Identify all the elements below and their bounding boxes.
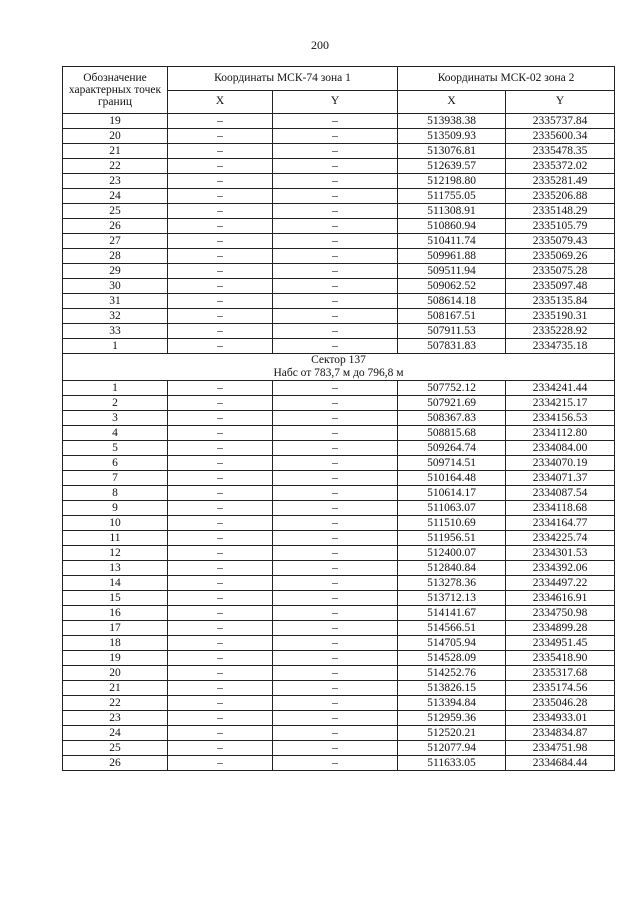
msk74-y-cell: –	[273, 339, 398, 354]
msk74-x-cell: –	[168, 516, 273, 531]
msk74-y-cell: –	[273, 234, 398, 249]
msk02-x-cell: 509714.51	[398, 456, 506, 471]
msk74-x-cell: –	[168, 324, 273, 339]
msk74-y-cell: –	[273, 381, 398, 396]
page-number: 200	[311, 38, 329, 52]
msk02-x-cell: 509961.88	[398, 249, 506, 264]
sector-group	[63, 354, 615, 381]
msk74-x-cell: –	[168, 159, 273, 174]
point-number-cell: 25	[63, 204, 168, 219]
msk02-x-cell: 513394.84	[398, 696, 506, 711]
point-number-cell: 23	[63, 174, 168, 189]
msk02-y-cell: 2335079.43	[506, 234, 615, 249]
msk02-y-cell: 2335600.34	[506, 129, 615, 144]
msk74-x-cell: –	[168, 234, 273, 249]
table-row	[63, 114, 615, 129]
msk74-y-cell: –	[273, 279, 398, 294]
msk74-x-cell: –	[168, 396, 273, 411]
point-number-cell: 20	[63, 129, 168, 144]
msk02-x-cell: 513076.81	[398, 144, 506, 159]
msk02-y-cell: 2334750.98	[506, 606, 615, 621]
msk02-x-cell: 508167.51	[398, 309, 506, 324]
table-header	[63, 67, 615, 114]
point-number-cell: 22	[63, 696, 168, 711]
msk74-y-header: Y	[273, 90, 398, 114]
msk74-x-cell: –	[168, 561, 273, 576]
msk02-y-cell: 2334225.74	[506, 531, 615, 546]
point-number-cell: 15	[63, 591, 168, 606]
point-number-cell: 24	[63, 189, 168, 204]
msk74-x-header: X	[168, 90, 273, 114]
msk74-x-cell: –	[168, 249, 273, 264]
msk02-x-cell: 509062.52	[398, 279, 506, 294]
msk74-x-cell: –	[168, 546, 273, 561]
msk02-x-cell: 511755.05	[398, 189, 506, 204]
point-number-cell: 21	[63, 144, 168, 159]
msk74-y-cell: –	[273, 741, 398, 756]
msk74-x-cell: –	[168, 711, 273, 726]
table-row	[63, 546, 615, 561]
point-number-cell: 22	[63, 159, 168, 174]
point-number-cell: 21	[63, 681, 168, 696]
msk74-y-cell: –	[273, 471, 398, 486]
msk74-x-cell: –	[168, 651, 273, 666]
msk74-y-cell: –	[273, 264, 398, 279]
msk74-x-cell: –	[168, 339, 273, 354]
table-row	[63, 294, 615, 309]
msk02-x-cell: 512840.84	[398, 561, 506, 576]
point-number-cell: 5	[63, 441, 168, 456]
msk02-x-cell: 511063.07	[398, 501, 506, 516]
msk74-x-cell: –	[168, 294, 273, 309]
table-row	[63, 606, 615, 621]
msk74-x-cell: –	[168, 411, 273, 426]
table-row	[63, 651, 615, 666]
table-row	[63, 129, 615, 144]
point-number-cell: 30	[63, 279, 168, 294]
table-row	[63, 591, 615, 606]
msk02-y-header: Y	[506, 90, 615, 114]
point-number-cell: 23	[63, 711, 168, 726]
point-number-cell: 12	[63, 546, 168, 561]
point-number-cell: 6	[63, 456, 168, 471]
msk02-y-cell: 2335097.48	[506, 279, 615, 294]
msk02-x-cell: 514566.51	[398, 621, 506, 636]
table-row	[63, 471, 615, 486]
msk74-y-cell: –	[273, 324, 398, 339]
table-row	[63, 174, 615, 189]
table-row	[63, 441, 615, 456]
msk02-y-cell: 2334087.54	[506, 486, 615, 501]
table-row	[63, 411, 615, 426]
msk02-x-cell: 507921.69	[398, 396, 506, 411]
msk02-y-cell: 2335478.35	[506, 144, 615, 159]
msk02-y-cell: 2335069.26	[506, 249, 615, 264]
msk74-x-cell: –	[168, 309, 273, 324]
msk02-x-cell: 510614.17	[398, 486, 506, 501]
msk74-y-cell: –	[273, 756, 398, 771]
msk74-x-cell: –	[168, 726, 273, 741]
msk02-y-cell: 2334156.53	[506, 411, 615, 426]
msk02-x-header: X	[398, 90, 506, 114]
msk02-x-cell: 514528.09	[398, 651, 506, 666]
msk02-y-cell: 2335046.28	[506, 696, 615, 711]
msk02-x-cell: 512400.07	[398, 546, 506, 561]
msk74-y-cell: –	[273, 486, 398, 501]
msk02-y-cell: 2334084.00	[506, 441, 615, 456]
msk02-x-cell: 512959.36	[398, 711, 506, 726]
msk02-y-cell: 2335190.31	[506, 309, 615, 324]
msk02-y-cell: 2334392.06	[506, 561, 615, 576]
msk02-y-cell: 2335206.88	[506, 189, 615, 204]
msk02-y-cell: 2334735.18	[506, 339, 615, 354]
msk02-x-cell: 513826.15	[398, 681, 506, 696]
msk74-x-cell: –	[168, 189, 273, 204]
msk74-y-cell: –	[273, 531, 398, 546]
msk74-y-cell: –	[273, 501, 398, 516]
point-number-cell: 28	[63, 249, 168, 264]
msk02-y-cell: 2334497.22	[506, 576, 615, 591]
point-number-cell: 32	[63, 309, 168, 324]
point-number-cell: 2	[63, 396, 168, 411]
msk02-header: Координаты МСК-02 зона 2	[398, 67, 615, 91]
msk02-y-cell: 2335135.84	[506, 294, 615, 309]
table-row	[63, 741, 615, 756]
table-row	[63, 576, 615, 591]
msk02-y-cell: 2334118.68	[506, 501, 615, 516]
point-number-cell: 16	[63, 606, 168, 621]
sector-row	[63, 354, 615, 381]
msk74-y-cell: –	[273, 636, 398, 651]
msk02-y-cell: 2335317.68	[506, 666, 615, 681]
msk02-x-cell: 513509.93	[398, 129, 506, 144]
table-row	[63, 381, 615, 396]
msk74-x-cell: –	[168, 486, 273, 501]
msk02-x-cell: 512198.80	[398, 174, 506, 189]
msk74-x-cell: –	[168, 264, 273, 279]
msk74-x-cell: –	[168, 174, 273, 189]
msk02-y-cell: 2335075.28	[506, 264, 615, 279]
table-row	[63, 666, 615, 681]
msk74-x-cell: –	[168, 114, 273, 129]
msk74-x-cell: –	[168, 666, 273, 681]
point-number-cell: 20	[63, 666, 168, 681]
msk74-x-cell: –	[168, 606, 273, 621]
msk74-x-cell: –	[168, 531, 273, 546]
table-row	[63, 516, 615, 531]
msk74-x-cell: –	[168, 621, 273, 636]
msk74-y-cell: –	[273, 576, 398, 591]
msk74-x-cell: –	[168, 576, 273, 591]
msk74-x-cell: –	[168, 456, 273, 471]
msk74-y-cell: –	[273, 204, 398, 219]
msk02-x-cell: 512639.57	[398, 159, 506, 174]
msk02-x-cell: 507752.12	[398, 381, 506, 396]
msk02-y-cell: 2334684.44	[506, 756, 615, 771]
sector-cell	[63, 354, 615, 381]
point-label-header: Обозначение характерных точек границ	[63, 67, 168, 114]
msk02-x-cell: 510411.74	[398, 234, 506, 249]
table-row	[63, 696, 615, 711]
msk74-y-cell: –	[273, 651, 398, 666]
msk74-y-cell: –	[273, 426, 398, 441]
msk02-y-cell: 2334751.98	[506, 741, 615, 756]
table-row	[63, 309, 615, 324]
msk74-x-cell: –	[168, 381, 273, 396]
point-number-cell: 13	[63, 561, 168, 576]
point-number-cell: 31	[63, 294, 168, 309]
msk74-y-cell: –	[273, 591, 398, 606]
table-row	[63, 204, 615, 219]
msk02-x-cell: 512520.21	[398, 726, 506, 741]
msk74-y-cell: –	[273, 546, 398, 561]
table-row	[63, 561, 615, 576]
msk74-y-cell: –	[273, 456, 398, 471]
table-row	[63, 249, 615, 264]
point-number-cell: 3	[63, 411, 168, 426]
table-row	[63, 159, 615, 174]
point-number-cell: 26	[63, 219, 168, 234]
table-row	[63, 531, 615, 546]
msk02-x-cell: 514141.67	[398, 606, 506, 621]
msk74-x-cell: –	[168, 279, 273, 294]
msk02-x-cell: 513938.38	[398, 114, 506, 129]
table-row	[63, 264, 615, 279]
point-number-cell: 17	[63, 621, 168, 636]
msk74-x-cell: –	[168, 426, 273, 441]
point-number-cell: 26	[63, 756, 168, 771]
point-number-cell: 19	[63, 114, 168, 129]
msk74-y-cell: –	[273, 129, 398, 144]
point-number-cell: 11	[63, 531, 168, 546]
msk02-y-cell: 2334071.37	[506, 471, 615, 486]
sector-title: Сектор 137	[311, 354, 366, 366]
rows-group-b	[63, 381, 615, 771]
point-number-cell: 29	[63, 264, 168, 279]
msk74-x-cell: –	[168, 696, 273, 711]
msk02-x-cell: 511308.91	[398, 204, 506, 219]
msk02-y-cell: 2334301.53	[506, 546, 615, 561]
msk74-x-cell: –	[168, 591, 273, 606]
msk02-x-cell: 507911.53	[398, 324, 506, 339]
table-row	[63, 279, 615, 294]
point-number-cell: 8	[63, 486, 168, 501]
msk74-x-cell: –	[168, 756, 273, 771]
msk02-y-cell: 2335281.49	[506, 174, 615, 189]
msk74-y-cell: –	[273, 249, 398, 264]
sector-range: Набс от 783,7 м до 796,8 м	[273, 367, 404, 379]
msk74-y-cell: –	[273, 606, 398, 621]
msk02-x-cell: 511633.05	[398, 756, 506, 771]
msk74-y-cell: –	[273, 396, 398, 411]
msk02-y-cell: 2334112.80	[506, 426, 615, 441]
msk02-x-cell: 509264.74	[398, 441, 506, 456]
msk74-x-cell: –	[168, 219, 273, 234]
msk02-y-cell: 2334834.87	[506, 726, 615, 741]
table-row	[63, 324, 615, 339]
table-row	[63, 189, 615, 204]
msk74-y-cell: –	[273, 294, 398, 309]
msk74-x-cell: –	[168, 681, 273, 696]
table-row	[63, 234, 615, 249]
table-row	[63, 426, 615, 441]
msk74-y-cell: –	[273, 219, 398, 234]
table-row	[63, 339, 615, 354]
msk74-y-cell: –	[273, 189, 398, 204]
msk02-y-cell: 2334616.91	[506, 591, 615, 606]
msk02-y-cell: 2335737.84	[506, 114, 615, 129]
table-row	[63, 726, 615, 741]
msk02-y-cell: 2335418.90	[506, 651, 615, 666]
msk74-y-cell: –	[273, 561, 398, 576]
msk74-x-cell: –	[168, 471, 273, 486]
table-row	[63, 396, 615, 411]
point-number-cell: 7	[63, 471, 168, 486]
table-row	[63, 501, 615, 516]
msk02-x-cell: 513278.36	[398, 576, 506, 591]
msk74-x-cell: –	[168, 129, 273, 144]
msk02-y-cell: 2335372.02	[506, 159, 615, 174]
msk74-x-cell: –	[168, 441, 273, 456]
msk74-y-cell: –	[273, 144, 398, 159]
msk74-y-cell: –	[273, 696, 398, 711]
msk02-y-cell: 2334933.01	[506, 711, 615, 726]
table-row	[63, 486, 615, 501]
msk74-y-cell: –	[273, 114, 398, 129]
table-row	[63, 681, 615, 696]
msk02-x-cell: 509511.94	[398, 264, 506, 279]
point-number-cell: 19	[63, 651, 168, 666]
msk02-y-cell: 2335174.56	[506, 681, 615, 696]
msk02-y-cell: 2334070.19	[506, 456, 615, 471]
point-number-cell: 18	[63, 636, 168, 651]
point-number-cell: 4	[63, 426, 168, 441]
msk02-y-cell: 2334951.45	[506, 636, 615, 651]
msk74-x-cell: –	[168, 636, 273, 651]
table-row	[63, 711, 615, 726]
point-number-cell: 33	[63, 324, 168, 339]
msk02-x-cell: 513712.13	[398, 591, 506, 606]
table-row	[63, 456, 615, 471]
table-row	[63, 756, 615, 771]
msk02-x-cell: 507831.83	[398, 339, 506, 354]
msk02-y-cell: 2334241.44	[506, 381, 615, 396]
msk74-x-cell: –	[168, 144, 273, 159]
msk74-y-cell: –	[273, 621, 398, 636]
msk02-x-cell: 510164.48	[398, 471, 506, 486]
point-number-cell: 9	[63, 501, 168, 516]
msk02-x-cell: 511956.51	[398, 531, 506, 546]
msk74-x-cell: –	[168, 501, 273, 516]
msk74-y-cell: –	[273, 309, 398, 324]
msk02-x-cell: 508614.18	[398, 294, 506, 309]
msk02-x-cell: 514705.94	[398, 636, 506, 651]
table-row	[63, 636, 615, 651]
point-number-cell: 24	[63, 726, 168, 741]
table-row	[63, 621, 615, 636]
msk02-x-cell: 508367.83	[398, 411, 506, 426]
msk02-y-cell: 2335105.79	[506, 219, 615, 234]
msk74-y-cell: –	[273, 726, 398, 741]
msk02-x-cell: 512077.94	[398, 741, 506, 756]
point-number-cell: 10	[63, 516, 168, 531]
msk74-x-cell: –	[168, 204, 273, 219]
msk74-y-cell: –	[273, 711, 398, 726]
msk02-x-cell: 514252.76	[398, 666, 506, 681]
msk02-y-cell: 2335228.92	[506, 324, 615, 339]
point-number-cell: 1	[63, 381, 168, 396]
msk74-y-cell: –	[273, 411, 398, 426]
msk02-y-cell: 2335148.29	[506, 204, 615, 219]
point-number-cell: 25	[63, 741, 168, 756]
msk74-y-cell: –	[273, 681, 398, 696]
rows-group-a	[63, 114, 615, 354]
msk02-x-cell: 508815.68	[398, 426, 506, 441]
msk74-y-cell: –	[273, 159, 398, 174]
msk74-y-cell: –	[273, 174, 398, 189]
msk02-y-cell: 2334164.77	[506, 516, 615, 531]
table-row	[63, 219, 615, 234]
msk02-y-cell: 2334215.17	[506, 396, 615, 411]
msk02-x-cell: 511510.69	[398, 516, 506, 531]
point-number-cell: 14	[63, 576, 168, 591]
msk74-y-cell: –	[273, 516, 398, 531]
msk02-y-cell: 2334899.28	[506, 621, 615, 636]
msk02-x-cell: 510860.94	[398, 219, 506, 234]
msk74-y-cell: –	[273, 666, 398, 681]
point-number-cell: 1	[63, 339, 168, 354]
coordinates-table	[62, 66, 615, 771]
msk74-y-cell: –	[273, 441, 398, 456]
table-row	[63, 144, 615, 159]
msk74-x-cell: –	[168, 741, 273, 756]
msk74-header: Координаты МСК-74 зона 1	[168, 67, 398, 91]
point-number-cell: 27	[63, 234, 168, 249]
